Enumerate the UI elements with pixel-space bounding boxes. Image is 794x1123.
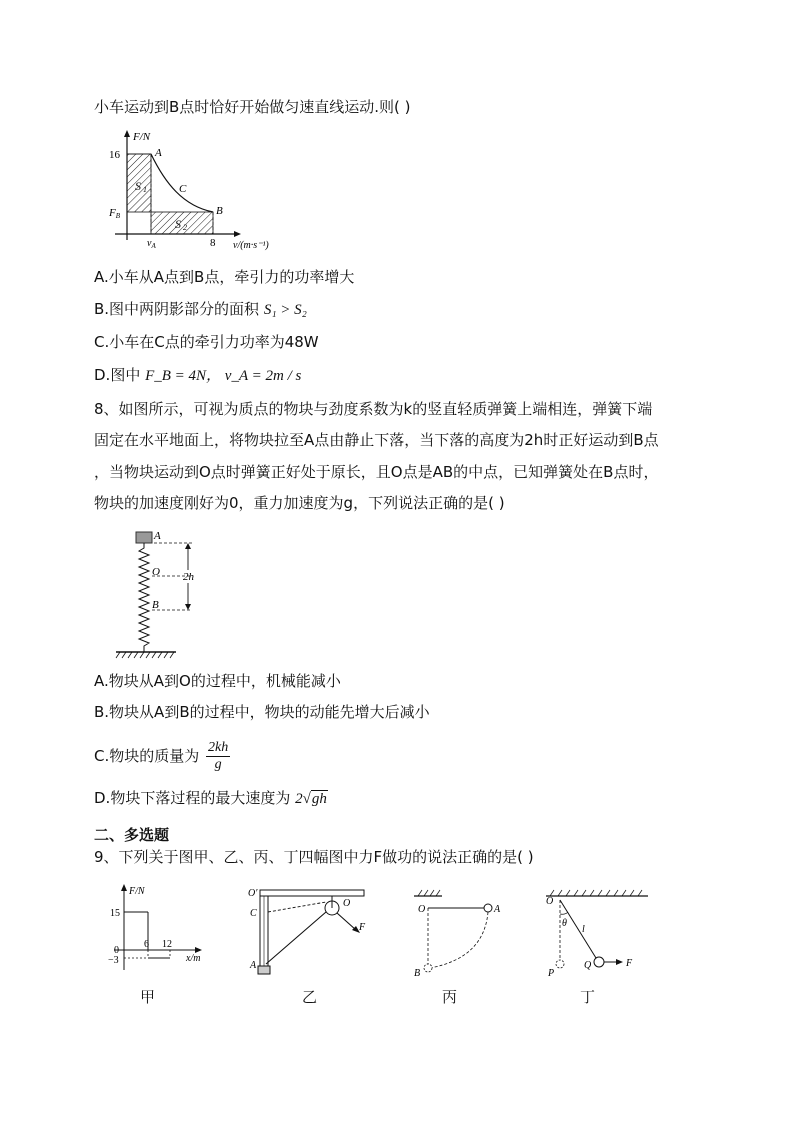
svg-text:F: F — [626, 958, 633, 969]
q8-stem-line-2: 固定在水平地面上，将物块拉至A点由静止下落，当下落的高度为2h时正好运动到B点 — [94, 431, 659, 449]
y-axis-label: F/N — [133, 131, 151, 143]
q8-stem-line-3: ，当物块运动到O点时弹簧正好处于原长，且O点是AB的中点，已知弹簧处在B点时， — [94, 463, 659, 481]
q9-fig-ding — [538, 886, 668, 982]
q7-intro: 小车运动到B点时恰好开始做匀速直线运动.则( ) — [94, 98, 411, 116]
svg-text:Q: Q — [584, 960, 592, 971]
label-a: A — [155, 147, 162, 159]
svg-text:P: P — [548, 968, 555, 979]
svg-text:12: 12 — [162, 939, 172, 950]
label-2h: 2h — [183, 571, 194, 583]
q8-spring-figure — [112, 526, 222, 660]
q9-caption-ding: 丁 — [580, 988, 596, 1006]
q8-option-c[interactable]: C.物块的质量为 $\frac{2kh}{g}$ — [94, 740, 229, 772]
rope — [266, 912, 326, 964]
string — [560, 900, 596, 958]
svg-text:B: B — [414, 968, 421, 979]
svg-text:O: O — [343, 898, 351, 909]
q8-option-d[interactable]: D.物块下落过程的最大速度为 2√gh — [94, 789, 327, 807]
svg-text:6: 6 — [144, 939, 149, 950]
svg-text:0: 0 — [114, 945, 119, 956]
x-axis-label: v/(m·s⁻¹) — [233, 240, 269, 251]
svg-text:F/N: F/N — [129, 886, 145, 897]
q8-stem-line-4: 物块的加速度刚好为0，重力加速度为g，下列说法正确的是( ) — [94, 494, 505, 512]
svg-text:F: F — [359, 922, 366, 933]
svg-text:−3: −3 — [108, 955, 119, 966]
ball-a — [484, 904, 492, 912]
q7-option-d[interactable]: D.图中 F_B = 4N， v_A = 2m / s — [94, 366, 302, 384]
q9-caption-yi: 乙 — [302, 988, 318, 1006]
svg-text:1: 1 — [143, 185, 147, 194]
q8-option-a[interactable]: A.物块从A到O的过程中，机械能减小 — [94, 672, 341, 690]
svg-text:O′: O′ — [248, 888, 258, 899]
area-s2 — [151, 212, 213, 234]
q8-option-d-sqrt: 2√gh — [295, 791, 327, 807]
label-b: B — [152, 599, 159, 611]
ball-q — [594, 957, 604, 967]
q9-fig-yi — [244, 882, 374, 982]
label-b: B — [216, 205, 223, 217]
svg-text:O: O — [546, 896, 554, 907]
label-s1: S — [135, 179, 141, 193]
section-heading-multi-choice: 二、多选题 — [94, 826, 170, 844]
block — [136, 532, 152, 543]
q7-option-a[interactable]: A.小车从A点到B点，牵引力的功率增大 — [94, 268, 355, 286]
tick-va: $v_A$ — [147, 238, 156, 250]
svg-text:O: O — [418, 904, 426, 915]
tick-fb: FB — [109, 207, 121, 220]
svg-text:A: A — [250, 960, 257, 971]
q8-stem-line-1: 8、如图所示，可视为质点的物块与劲度系数为k的竖直轻质弹簧上端相连，弹簧下端 — [94, 400, 653, 418]
q8-option-b[interactable]: B.物块从A到B的过程中，物块的动能先增大后减小 — [94, 703, 430, 721]
q9-caption-jia: 甲 — [140, 988, 156, 1006]
q7-force-velocity-graph — [105, 128, 295, 253]
svg-text:l: l — [582, 924, 585, 935]
q9-fig-jia — [104, 882, 214, 978]
q9-fig-bing — [406, 886, 506, 982]
label-c: C — [179, 183, 187, 195]
spring — [139, 543, 149, 652]
q7-option-b-formula: S₁ > S₂ — [263, 302, 307, 318]
q7-option-c[interactable]: C.小车在C点的牵引力功率为48W — [94, 333, 319, 351]
svg-text:C: C — [250, 908, 257, 919]
svg-text:15: 15 — [110, 908, 120, 919]
tick-8: 8 — [210, 237, 216, 249]
q9-stem: 9、下列关于图甲、乙、丙、丁四幅图中力F做功的说法正确的是( ) — [94, 848, 534, 866]
q8-option-c-fraction: $\frac{2kh}{g}$ — [208, 740, 229, 772]
label-o: O — [152, 566, 160, 578]
label-a: A — [154, 530, 161, 542]
q7-option-d-formula: F_B = 4N， v_A = 2m / s — [145, 368, 302, 384]
q7-option-b[interactable]: B.图中两阴影部分的面积 S₁ > S₂ — [94, 300, 307, 318]
q9-caption-bing: 丙 — [442, 988, 458, 1006]
svg-text:x/m: x/m — [186, 953, 201, 964]
label-s2: S — [175, 217, 181, 231]
tick-16: 16 — [109, 149, 120, 161]
svg-text:2: 2 — [183, 223, 187, 232]
svg-text:θ: θ — [562, 918, 567, 929]
svg-text:A: A — [494, 904, 501, 915]
